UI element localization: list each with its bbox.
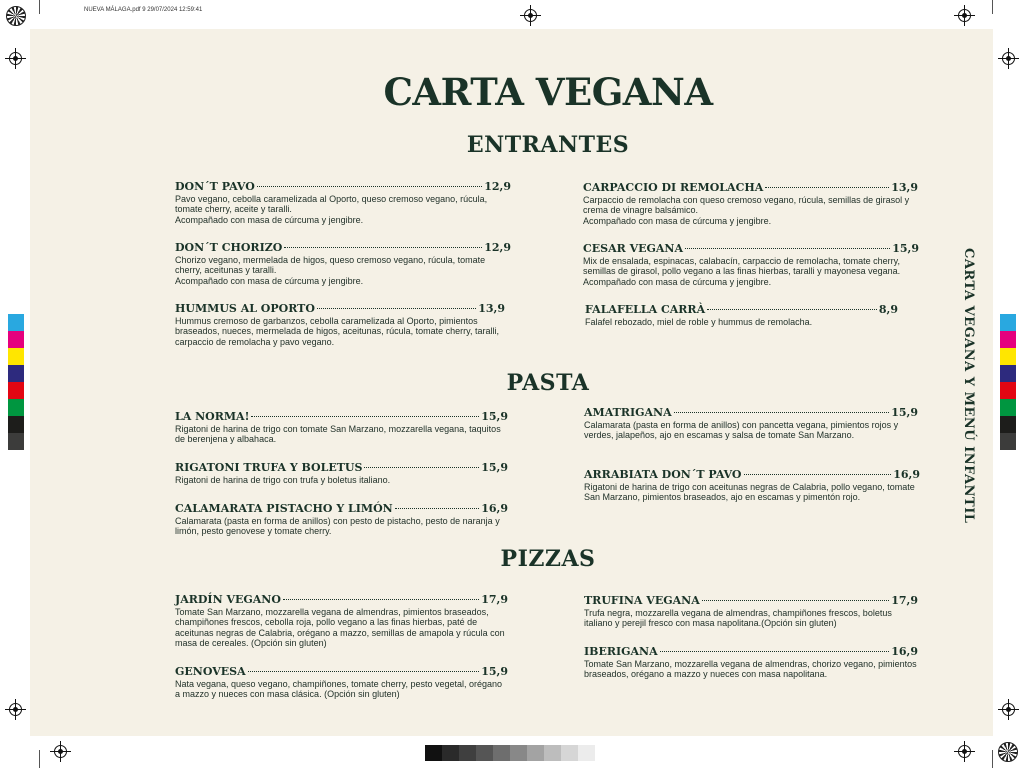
dot-leader <box>702 600 889 601</box>
item-name: CALAMARATA PISTACHO Y LIMÓN <box>175 502 393 515</box>
item-description: Carpaccio de remolacha con queso cremoso vegano, rúcula, semillas de girasol y crema de vinagre balsámico. Acompañado con masa de cúrcuma y jengibre. <box>583 195 910 226</box>
gray-swatch <box>544 745 561 761</box>
menu-item <box>584 645 918 680</box>
crop-mark <box>992 750 993 768</box>
menu-item <box>585 303 898 327</box>
item-name: LA NORMA! <box>175 410 250 423</box>
dot-leader <box>685 248 890 249</box>
item-name: CESAR VEGANA <box>583 242 684 255</box>
menu-item <box>175 502 508 537</box>
item-description: Nata vegana, queso vegano, champiñones, tomate cherry, pesto vegetal, orégano a mazzo y nueces con masa clásica. (Opción sin gluten) <box>175 679 503 700</box>
item-price: 13,9 <box>891 181 918 194</box>
gray-swatch <box>561 745 578 761</box>
menu-item <box>583 181 918 226</box>
item-name: JARDÍN VEGANO <box>175 593 281 606</box>
side-title: CARTA VEGANA Y MENÚ INFANTIL <box>961 248 976 524</box>
color-swatch <box>1000 348 1016 365</box>
registration-medallion-icon <box>6 6 26 26</box>
gray-swatch <box>425 745 442 761</box>
color-swatch <box>1000 314 1016 331</box>
item-description: Chorizo vegano, mermelada de higos, queso cremoso vegano, rúcula, tomate cherry, aceitunas y taralli. Acompañado con masa de cúrcuma y jengibre. <box>175 255 486 286</box>
item-description: Rigatoni de harina de trigo con trufa y boletus italiano. <box>175 475 391 485</box>
menu-item <box>175 180 511 225</box>
dot-leader <box>248 671 480 672</box>
color-swatch <box>8 348 24 365</box>
item-price: 16,9 <box>893 468 920 481</box>
item-price: 16,9 <box>891 645 918 658</box>
dot-leader <box>744 474 892 475</box>
menu-item <box>584 406 918 441</box>
crosshair-icon <box>958 9 971 22</box>
item-description: Mix de ensalada, espinacas, calabacín, carpaccio de remolacha, tomate cherry, semillas de girasol, pollo vegano a las finas hierbas, taralli y mayonesa vegana. Acompañado con masa de cúrcuma y jengibre. <box>583 256 901 287</box>
color-swatch <box>8 399 24 416</box>
item-price: 12,9 <box>484 180 511 193</box>
item-name: DON´T PAVO <box>175 180 255 193</box>
color-swatch <box>1000 433 1016 450</box>
color-swatch <box>8 416 24 433</box>
item-name: AMATRIGANA <box>584 406 672 419</box>
item-name: HUMMUS AL OPORTO <box>175 302 315 315</box>
item-name: ARRABIATA DON´T PAVO <box>584 468 742 481</box>
menu-item <box>175 241 511 286</box>
pdf-file-label: NUEVA MÁLAGA.pdf 9 29/07/2024 12:59:41 <box>84 7 203 13</box>
crosshair-icon <box>9 703 22 716</box>
item-price: 16,9 <box>481 502 508 515</box>
item-price: 15,9 <box>481 461 508 474</box>
item-price: 15,9 <box>481 410 508 423</box>
menu-item <box>175 665 508 700</box>
item-price: 8,9 <box>878 303 898 316</box>
dot-leader <box>283 599 479 600</box>
dot-leader <box>707 309 877 310</box>
gray-bar <box>425 745 595 761</box>
gray-swatch <box>578 745 595 761</box>
color-swatch <box>1000 331 1016 348</box>
dot-leader <box>765 187 889 188</box>
item-description: Tomate San Marzano, mozzarella vegana de almendras, chorizo vegano, pimientos braseados, orégano a mazzo y nueces con masa napolitana. <box>584 659 917 680</box>
item-description: Pavo vegano, cebolla caramelizada al Oporto, queso cremoso vegano, rúcula, tomate cherry, aceite y taralli. Acompañado con masa de cúrcuma y jengibre. <box>175 194 488 225</box>
color-swatch <box>8 433 24 450</box>
menu-item <box>584 594 918 629</box>
registration-medallion-icon <box>998 742 1018 762</box>
menu-item <box>175 410 508 445</box>
item-name: FALAFELLA CARRÀ <box>585 303 706 316</box>
dot-leader <box>251 416 479 417</box>
dot-leader <box>257 186 482 187</box>
item-price: 17,9 <box>481 593 508 606</box>
color-swatch <box>1000 416 1016 433</box>
item-description: Hummus cremoso de garbanzos, cebolla caramelizada al Oporto, pimientos braseados, nueces, mermelada de higos, aceitunas, rúcula, tomate cherry, taralli, carpaccio de remolacha y pavo vegano. <box>175 316 499 347</box>
menu-item <box>175 593 508 649</box>
dot-leader <box>317 308 476 309</box>
item-description: Falafel rebozado, miel de roble y hummus de remolacha. <box>585 317 813 327</box>
crosshair-icon <box>524 9 537 22</box>
item-price: 15,9 <box>892 242 919 255</box>
item-description: Calamarata (pasta en forma de anillos) con pesto de pistacho, pesto de naranja y limón, pesto genovese y tomate cherry. <box>175 516 500 537</box>
item-name: RIGATONI TRUFA Y BOLETUS <box>175 461 363 474</box>
item-description: Trufa negra, mozzarella vegana de almendras, champiñones frescos, boletus italiano y perejil fresco con masa napolitana.(Opción sin gluten) <box>584 608 892 629</box>
item-price: 15,9 <box>481 665 508 678</box>
item-price: 13,9 <box>478 302 505 315</box>
page-title: CARTA VEGANA <box>383 70 713 114</box>
item-description: Calamarata (pasta en forma de anillos) con pancetta vegana, pimientos rojos y verdes, jalapeños, ajo en escamas y salsa de tomate San Marzano. <box>584 420 899 441</box>
item-price: 12,9 <box>484 241 511 254</box>
item-description: Tomate San Marzano, mozzarella vegana de almendras, pimientos braseados, champiñones frescos, cebolla roja, pollo vegano a las finas hierbas, paté de aceitunas negras de Calabria, orégano a mazzo, semillas de amapola y rúcula con masa de cereales. (Opción sin gluten) <box>175 607 505 649</box>
crosshair-icon <box>9 52 22 65</box>
gray-swatch <box>527 745 544 761</box>
item-name: DON´T CHORIZO <box>175 241 283 254</box>
gray-swatch <box>459 745 476 761</box>
color-swatch <box>8 331 24 348</box>
dot-leader <box>364 467 479 468</box>
item-price: 17,9 <box>891 594 918 607</box>
crop-mark <box>992 0 993 14</box>
gray-swatch <box>476 745 493 761</box>
menu-item <box>175 302 505 347</box>
item-name: CARPACCIO DI REMOLACHA <box>583 181 764 194</box>
gray-swatch <box>442 745 459 761</box>
item-name: IBERIGANA <box>584 645 658 658</box>
color-swatch <box>8 314 24 331</box>
gray-swatch <box>510 745 527 761</box>
crosshair-icon <box>1002 703 1015 716</box>
crosshair-icon <box>1002 52 1015 65</box>
dot-leader <box>660 651 890 652</box>
crosshair-icon <box>958 745 971 758</box>
item-name: TRUFINA VEGANA <box>584 594 700 607</box>
crop-mark <box>39 750 40 768</box>
section-title-entrantes: ENTRANTES <box>466 132 630 158</box>
item-name: GENOVESA <box>175 665 246 678</box>
crop-mark <box>39 0 40 14</box>
dot-leader <box>395 508 479 509</box>
color-swatch <box>1000 399 1016 416</box>
section-title-pizzas: PIZZAS <box>500 546 596 572</box>
dot-leader <box>674 412 890 413</box>
gray-swatch <box>493 745 510 761</box>
menu-item <box>175 461 508 485</box>
crosshair-icon <box>54 745 67 758</box>
section-title-pasta: PASTA <box>506 370 590 396</box>
menu-item <box>583 242 919 287</box>
dot-leader <box>284 247 482 248</box>
item-description: Rigatoni de harina de trigo con aceitunas negras de Calabria, pollo vegano, tomate San Marzano, pimientos braseados, ajo en escamas y pimentón rojo. <box>584 482 915 503</box>
item-price: 15,9 <box>891 406 918 419</box>
menu-item <box>584 468 920 503</box>
item-description: Rigatoni de harina de trigo con tomate San Marzano, mozzarella vegana, taquitos de berenjena y albahaca. <box>175 424 501 445</box>
